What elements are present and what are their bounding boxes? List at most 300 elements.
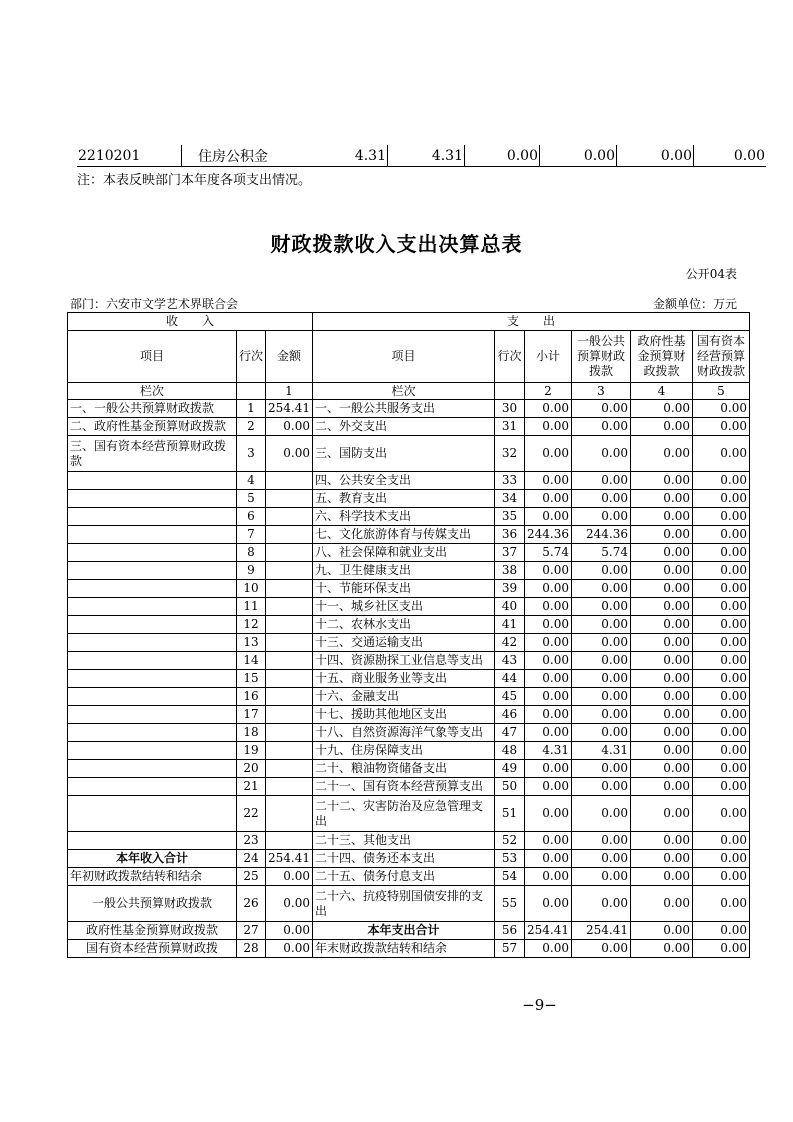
income-amount: 0.00: [266, 418, 313, 436]
table-row: [68, 472, 750, 490]
income-item: 二、政府性基金预算财政拨款: [68, 418, 237, 436]
subtotal-amount: 0.00: [525, 796, 572, 832]
fund-amount: 0.00: [631, 508, 693, 526]
subtotal-header: 小计: [525, 331, 572, 383]
expense-rowno: 38: [495, 562, 525, 580]
col-number: 2: [525, 383, 572, 400]
income-item: [68, 526, 237, 544]
general-amount: 0.00: [572, 796, 631, 832]
state-amount: 0.00: [693, 634, 750, 652]
income-rowno: 17: [237, 706, 266, 724]
state-amount: 0.00: [693, 616, 750, 634]
total-amount: 4.31: [317, 145, 388, 167]
expense-rowno: 44: [495, 670, 525, 688]
subtotal-amount: 0.00: [525, 634, 572, 652]
income-amount: 0.00: [266, 436, 313, 472]
table-row: [68, 436, 750, 472]
col-number: 4: [631, 383, 693, 400]
income-item: [68, 562, 237, 580]
state-amount: 0.00: [693, 544, 750, 562]
income-item: [68, 778, 237, 796]
state-amount: 0.00: [693, 760, 750, 778]
general-amount: 0.00: [572, 886, 631, 922]
expense-rowno: 37: [495, 544, 525, 562]
general-amount: 0.00: [572, 562, 631, 580]
general-amount: 0.00: [572, 580, 631, 598]
expense-item: 十七、援助其他地区支出: [313, 706, 495, 724]
income-rowno: 3: [237, 436, 266, 472]
subtotal-amount: 0.00: [525, 490, 572, 508]
amount-unit-label: 金额单位：万元: [652, 297, 737, 311]
expense-item: 十四、资源勘探工业信息等支出: [313, 652, 495, 670]
income-amount: [266, 616, 313, 634]
income-item: 本年收入合计: [68, 850, 237, 868]
income-item: [68, 634, 237, 652]
table-row: [68, 706, 750, 724]
expense-rowno: 52: [495, 832, 525, 850]
table-row: [68, 544, 750, 562]
general-amount: 0.00: [572, 418, 631, 436]
expense-rowno: 40: [495, 598, 525, 616]
fund-amount: 0.00: [631, 616, 693, 634]
table-row: [68, 868, 750, 886]
general-amount: 0.00: [572, 490, 631, 508]
expense-rowno: 48: [495, 742, 525, 760]
expense-rowno: 34: [495, 490, 525, 508]
state-amount: 0.00: [693, 670, 750, 688]
expense-item: 十五、商业服务业等支出: [313, 670, 495, 688]
basic-amount: 4.31: [388, 145, 465, 167]
budget-summary-table: [67, 312, 750, 958]
expense-item: 二十五、债务付息支出: [313, 868, 495, 886]
subtotal-amount: 0.00: [525, 562, 572, 580]
subtotal-amount: 0.00: [525, 436, 572, 472]
fund-amount: 0.00: [631, 706, 693, 724]
income-item: [68, 688, 237, 706]
expense-rowno: 32: [495, 436, 525, 472]
income-amount: [266, 490, 313, 508]
income-item: [68, 724, 237, 742]
state-amount: 0.00: [693, 886, 750, 922]
previous-table-last-row: [77, 145, 766, 167]
subtotal-amount: 0.00: [525, 616, 572, 634]
table-row: [68, 796, 750, 832]
expense-item: 十八、自然资源海洋气象等支出: [313, 724, 495, 742]
fund-amount: 0.00: [631, 940, 693, 958]
expense-item: 十二、农林水支出: [313, 616, 495, 634]
fund-amount: 0.00: [631, 724, 693, 742]
income-amount: [266, 670, 313, 688]
expense-rowno: 47: [495, 724, 525, 742]
income-amount: 0.00: [266, 940, 313, 958]
income-amount: [266, 544, 313, 562]
income-item: [68, 490, 237, 508]
state-amount: 0.00: [693, 940, 750, 958]
subtotal-amount: 0.00: [525, 652, 572, 670]
column-number-row: [68, 383, 750, 400]
fund-amount: 0.00: [631, 850, 693, 868]
table-row: [77, 145, 766, 167]
expense-rowno: 54: [495, 868, 525, 886]
table-row: [68, 832, 750, 850]
general-amount: 0.00: [572, 706, 631, 724]
income-item: [68, 796, 237, 832]
col-number: 3: [572, 383, 631, 400]
table-row: [68, 490, 750, 508]
expense-rowno: 35: [495, 508, 525, 526]
state-amount: 0.00: [693, 418, 750, 436]
expense-item: 四、公共安全支出: [313, 472, 495, 490]
empty-cell: [495, 383, 525, 400]
income-item: [68, 652, 237, 670]
table-row: [68, 616, 750, 634]
table-row: [68, 940, 750, 958]
income-item: [68, 472, 237, 490]
income-rowno: 10: [237, 580, 266, 598]
subject-name: 住房公积金: [182, 145, 318, 167]
general-amount: 0.00: [572, 508, 631, 526]
income-item: [68, 580, 237, 598]
state-amount: 0.00: [693, 580, 750, 598]
income-item: [68, 598, 237, 616]
income-amount: [266, 832, 313, 850]
subtotal-amount: 0.00: [525, 418, 572, 436]
income-rowno: 23: [237, 832, 266, 850]
subtotal-amount: 0.00: [525, 760, 572, 778]
expense-rowno: 31: [495, 418, 525, 436]
expense-rowno: 55: [495, 886, 525, 922]
expense-rowno: 57: [495, 940, 525, 958]
income-rowno: 6: [237, 508, 266, 526]
fund-amount: 0.00: [631, 688, 693, 706]
expense-rowno: 36: [495, 526, 525, 544]
income-amount: [266, 598, 313, 616]
table-row: [68, 688, 750, 706]
expense-item: 六、科学技术支出: [313, 508, 495, 526]
income-item: [68, 616, 237, 634]
project-amount: 0.00: [465, 145, 540, 167]
fund-amount: 0.00: [631, 634, 693, 652]
income-amount: [266, 634, 313, 652]
table-row: [68, 508, 750, 526]
other-amount: 0.00: [694, 145, 767, 167]
expense-item: 五、教育支出: [313, 490, 495, 508]
col-number: 5: [693, 383, 750, 400]
form-number: 公开04表: [685, 267, 737, 281]
state-amount: 0.00: [693, 562, 750, 580]
expense-rowno: 45: [495, 688, 525, 706]
table-row: [68, 634, 750, 652]
general-amount: 0.00: [572, 868, 631, 886]
subtotal-amount: 244.36: [525, 526, 572, 544]
income-rowno: 28: [237, 940, 266, 958]
income-amount: [266, 526, 313, 544]
income-rowno: 4: [237, 472, 266, 490]
table-row: [68, 742, 750, 760]
header-row: [68, 331, 750, 383]
state-amount: 0.00: [693, 400, 750, 418]
fund-amount: 0.00: [631, 922, 693, 940]
subtotal-amount: 0.00: [525, 850, 572, 868]
income-amount: [266, 508, 313, 526]
enterprise-amount: 0.00: [540, 145, 617, 167]
table-row: [68, 526, 750, 544]
fund-amount: 0.00: [631, 400, 693, 418]
general-amount: 0.00: [572, 778, 631, 796]
income-amount: 254.41: [266, 400, 313, 418]
table-row: [68, 598, 750, 616]
income-rowno: 1: [237, 400, 266, 418]
state-amount: 0.00: [693, 742, 750, 760]
general-amount: 0.00: [572, 436, 631, 472]
expense-item: 二十四、债务还本支出: [313, 850, 495, 868]
subtotal-amount: 0.00: [525, 868, 572, 886]
state-amount: 0.00: [693, 706, 750, 724]
subtotal-amount: 0.00: [525, 580, 572, 598]
fund-amount: 0.00: [631, 670, 693, 688]
expense-item: 十、节能环保支出: [313, 580, 495, 598]
subtotal-amount: 254.41: [525, 922, 572, 940]
income-rowno: 27: [237, 922, 266, 940]
income-header: 收 入: [68, 313, 313, 331]
fund-amount: 0.00: [631, 778, 693, 796]
income-amount: 0.00: [266, 922, 313, 940]
income-rowno: 15: [237, 670, 266, 688]
expense-item: 十一、城乡社区支出: [313, 598, 495, 616]
expense-item: 本年支出合计: [313, 922, 495, 940]
income-item: [68, 706, 237, 724]
income-amount: [266, 724, 313, 742]
fund-amount: 0.00: [631, 580, 693, 598]
income-rowno: 20: [237, 760, 266, 778]
fund-amount: 0.00: [631, 796, 693, 832]
income-rowno: 26: [237, 886, 266, 922]
general-budget-header: 一般公共预算财政拨款: [572, 331, 631, 383]
state-amount: 0.00: [693, 778, 750, 796]
income-item: 三、国有资本经营预算财政拨款: [68, 436, 237, 472]
fund-amount: 0.00: [631, 562, 693, 580]
expense-rowno: 30: [495, 400, 525, 418]
expense-item: 二十六、抗疫特别国债安排的支出: [313, 886, 495, 922]
fund-amount: 0.00: [631, 832, 693, 850]
expense-item: 七、文化旅游体育与传媒支出: [313, 526, 495, 544]
fund-amount: 0.00: [631, 472, 693, 490]
col-number: 1: [266, 383, 313, 400]
expense-item: 年末财政拨款结转和结余: [313, 940, 495, 958]
expense-item: 十九、住房保障支出: [313, 742, 495, 760]
fund-amount: 0.00: [631, 886, 693, 922]
subtotal-amount: 0.00: [525, 706, 572, 724]
income-rowno: 11: [237, 598, 266, 616]
expense-rowno: 43: [495, 652, 525, 670]
expense-item-header: 项目: [313, 331, 495, 383]
col-label: 栏次: [68, 383, 237, 400]
general-amount: 5.74: [572, 544, 631, 562]
expense-rowno: 39: [495, 580, 525, 598]
general-amount: 0.00: [572, 724, 631, 742]
table-row: [68, 670, 750, 688]
expense-rowno: 56: [495, 922, 525, 940]
page-title: 财政拨款收入支出决算总表: [270, 232, 523, 256]
table-row: [68, 580, 750, 598]
expense-rowno: 46: [495, 706, 525, 724]
income-rowno: 22: [237, 796, 266, 832]
table-row: [68, 562, 750, 580]
state-amount: 0.00: [693, 850, 750, 868]
general-amount: 254.41: [572, 922, 631, 940]
fund-amount: 0.00: [631, 544, 693, 562]
general-amount: 0.00: [572, 400, 631, 418]
table-row: [68, 886, 750, 922]
subtotal-amount: 0.00: [525, 886, 572, 922]
income-amount: [266, 562, 313, 580]
subtotal-amount: 0.00: [525, 508, 572, 526]
state-amount: 0.00: [693, 508, 750, 526]
subtotal-amount: 0.00: [525, 670, 572, 688]
income-amount: 254.41: [266, 850, 313, 868]
table-row: [68, 400, 750, 418]
income-rowno: 12: [237, 616, 266, 634]
expense-item: 十六、金融支出: [313, 688, 495, 706]
expense-item: 一、一般公共服务支出: [313, 400, 495, 418]
col-label: 栏次: [313, 383, 495, 400]
expense-rowno: 49: [495, 760, 525, 778]
income-amount: [266, 742, 313, 760]
state-amount: 0.00: [693, 598, 750, 616]
income-amount: [266, 760, 313, 778]
general-amount: 0.00: [572, 688, 631, 706]
expense-item: 二十一、国有资本经营预算支出: [313, 778, 495, 796]
table-row: [68, 778, 750, 796]
table-row: [68, 850, 750, 868]
subtotal-amount: 0.00: [525, 778, 572, 796]
fund-amount: 0.00: [631, 526, 693, 544]
table-row: [68, 418, 750, 436]
state-amount: 0.00: [693, 796, 750, 832]
income-item: [68, 832, 237, 850]
income-rowno: 5: [237, 490, 266, 508]
expense-item: 三、国防支出: [313, 436, 495, 472]
table-row: [68, 922, 750, 940]
state-amount: 0.00: [693, 832, 750, 850]
income-rowno: 25: [237, 868, 266, 886]
general-amount: 0.00: [572, 598, 631, 616]
expense-rowno: 42: [495, 634, 525, 652]
general-amount: 0.00: [572, 940, 631, 958]
general-amount: 0.00: [572, 670, 631, 688]
income-amount: [266, 580, 313, 598]
income-rowno: 2: [237, 418, 266, 436]
income-rowno: 8: [237, 544, 266, 562]
income-item: [68, 670, 237, 688]
expense-item: 十三、交通运输支出: [313, 634, 495, 652]
income-item: [68, 508, 237, 526]
empty-cell: [237, 383, 266, 400]
income-amount-header: 金额: [266, 331, 313, 383]
expense-rowno: 33: [495, 472, 525, 490]
subtotal-amount: 0.00: [525, 598, 572, 616]
income-amount: [266, 706, 313, 724]
state-amount: 0.00: [693, 436, 750, 472]
general-amount: 0.00: [572, 832, 631, 850]
income-item: 国有资本经营预算财政拨: [68, 940, 237, 958]
general-amount: 0.00: [572, 760, 631, 778]
fund-budget-header: 政府性基金预算财政拨款: [631, 331, 693, 383]
state-amount: 0.00: [693, 724, 750, 742]
income-amount: 0.00: [266, 868, 313, 886]
expense-item: 二十二、灾害防治及应急管理支出: [313, 796, 495, 832]
department-label: 部门：六安市文学艺术界联合会: [70, 297, 239, 311]
expense-rowno: 41: [495, 616, 525, 634]
expense-rowno: 53: [495, 850, 525, 868]
income-amount: [266, 472, 313, 490]
general-amount: 0.00: [572, 652, 631, 670]
page-number: −9−: [522, 996, 557, 1014]
fund-amount: 0.00: [631, 436, 693, 472]
table-note: 注：本表反映部门本年度各项支出情况。: [77, 173, 312, 188]
income-rowno: 18: [237, 724, 266, 742]
state-capital-header: 国有资本经营预算财政拨款: [693, 331, 750, 383]
income-rowno: 16: [237, 688, 266, 706]
expense-item: 九、卫生健康支出: [313, 562, 495, 580]
income-item: [68, 760, 237, 778]
state-amount: 0.00: [693, 490, 750, 508]
subtotal-amount: 0.00: [525, 724, 572, 742]
subtotal-amount: 0.00: [525, 472, 572, 490]
table-row: [68, 724, 750, 742]
subtotal-amount: 5.74: [525, 544, 572, 562]
expense-rowno: 51: [495, 796, 525, 832]
general-amount: 0.00: [572, 472, 631, 490]
state-amount: 0.00: [693, 526, 750, 544]
income-item: 年初财政拨款结转和结余: [68, 868, 237, 886]
income-rowno: 9: [237, 562, 266, 580]
general-amount: 0.00: [572, 616, 631, 634]
subtotal-amount: 4.31: [525, 742, 572, 760]
expense-rowno: 50: [495, 778, 525, 796]
fund-amount: 0.00: [631, 598, 693, 616]
expense-item: 八、社会保障和就业支出: [313, 544, 495, 562]
expense-item: 二十、粮油物资储备支出: [313, 760, 495, 778]
fund-amount: 0.00: [631, 760, 693, 778]
income-amount: [266, 796, 313, 832]
general-amount: 244.36: [572, 526, 631, 544]
income-rowno: 13: [237, 634, 266, 652]
expense-rowno-header: 行次: [495, 331, 525, 383]
general-amount: 0.00: [572, 850, 631, 868]
state-amount: 0.00: [693, 652, 750, 670]
income-amount: 0.00: [266, 886, 313, 922]
income-item: 政府性基金预算财政拨款: [68, 922, 237, 940]
income-item: [68, 742, 237, 760]
income-item: 一般公共预算财政拨款: [68, 886, 237, 922]
subsidiary-amount: 0.00: [617, 145, 694, 167]
income-rowno: 19: [237, 742, 266, 760]
income-amount: [266, 778, 313, 796]
table-row: [68, 652, 750, 670]
general-amount: 0.00: [572, 634, 631, 652]
income-item-header: 项目: [68, 331, 237, 383]
subtotal-amount: 0.00: [525, 400, 572, 418]
income-rowno: 14: [237, 652, 266, 670]
fund-amount: 0.00: [631, 418, 693, 436]
subtotal-amount: 0.00: [525, 940, 572, 958]
income-amount: [266, 652, 313, 670]
expense-item: 二十三、其他支出: [313, 832, 495, 850]
fund-amount: 0.00: [631, 742, 693, 760]
income-rowno: 24: [237, 850, 266, 868]
state-amount: 0.00: [693, 868, 750, 886]
